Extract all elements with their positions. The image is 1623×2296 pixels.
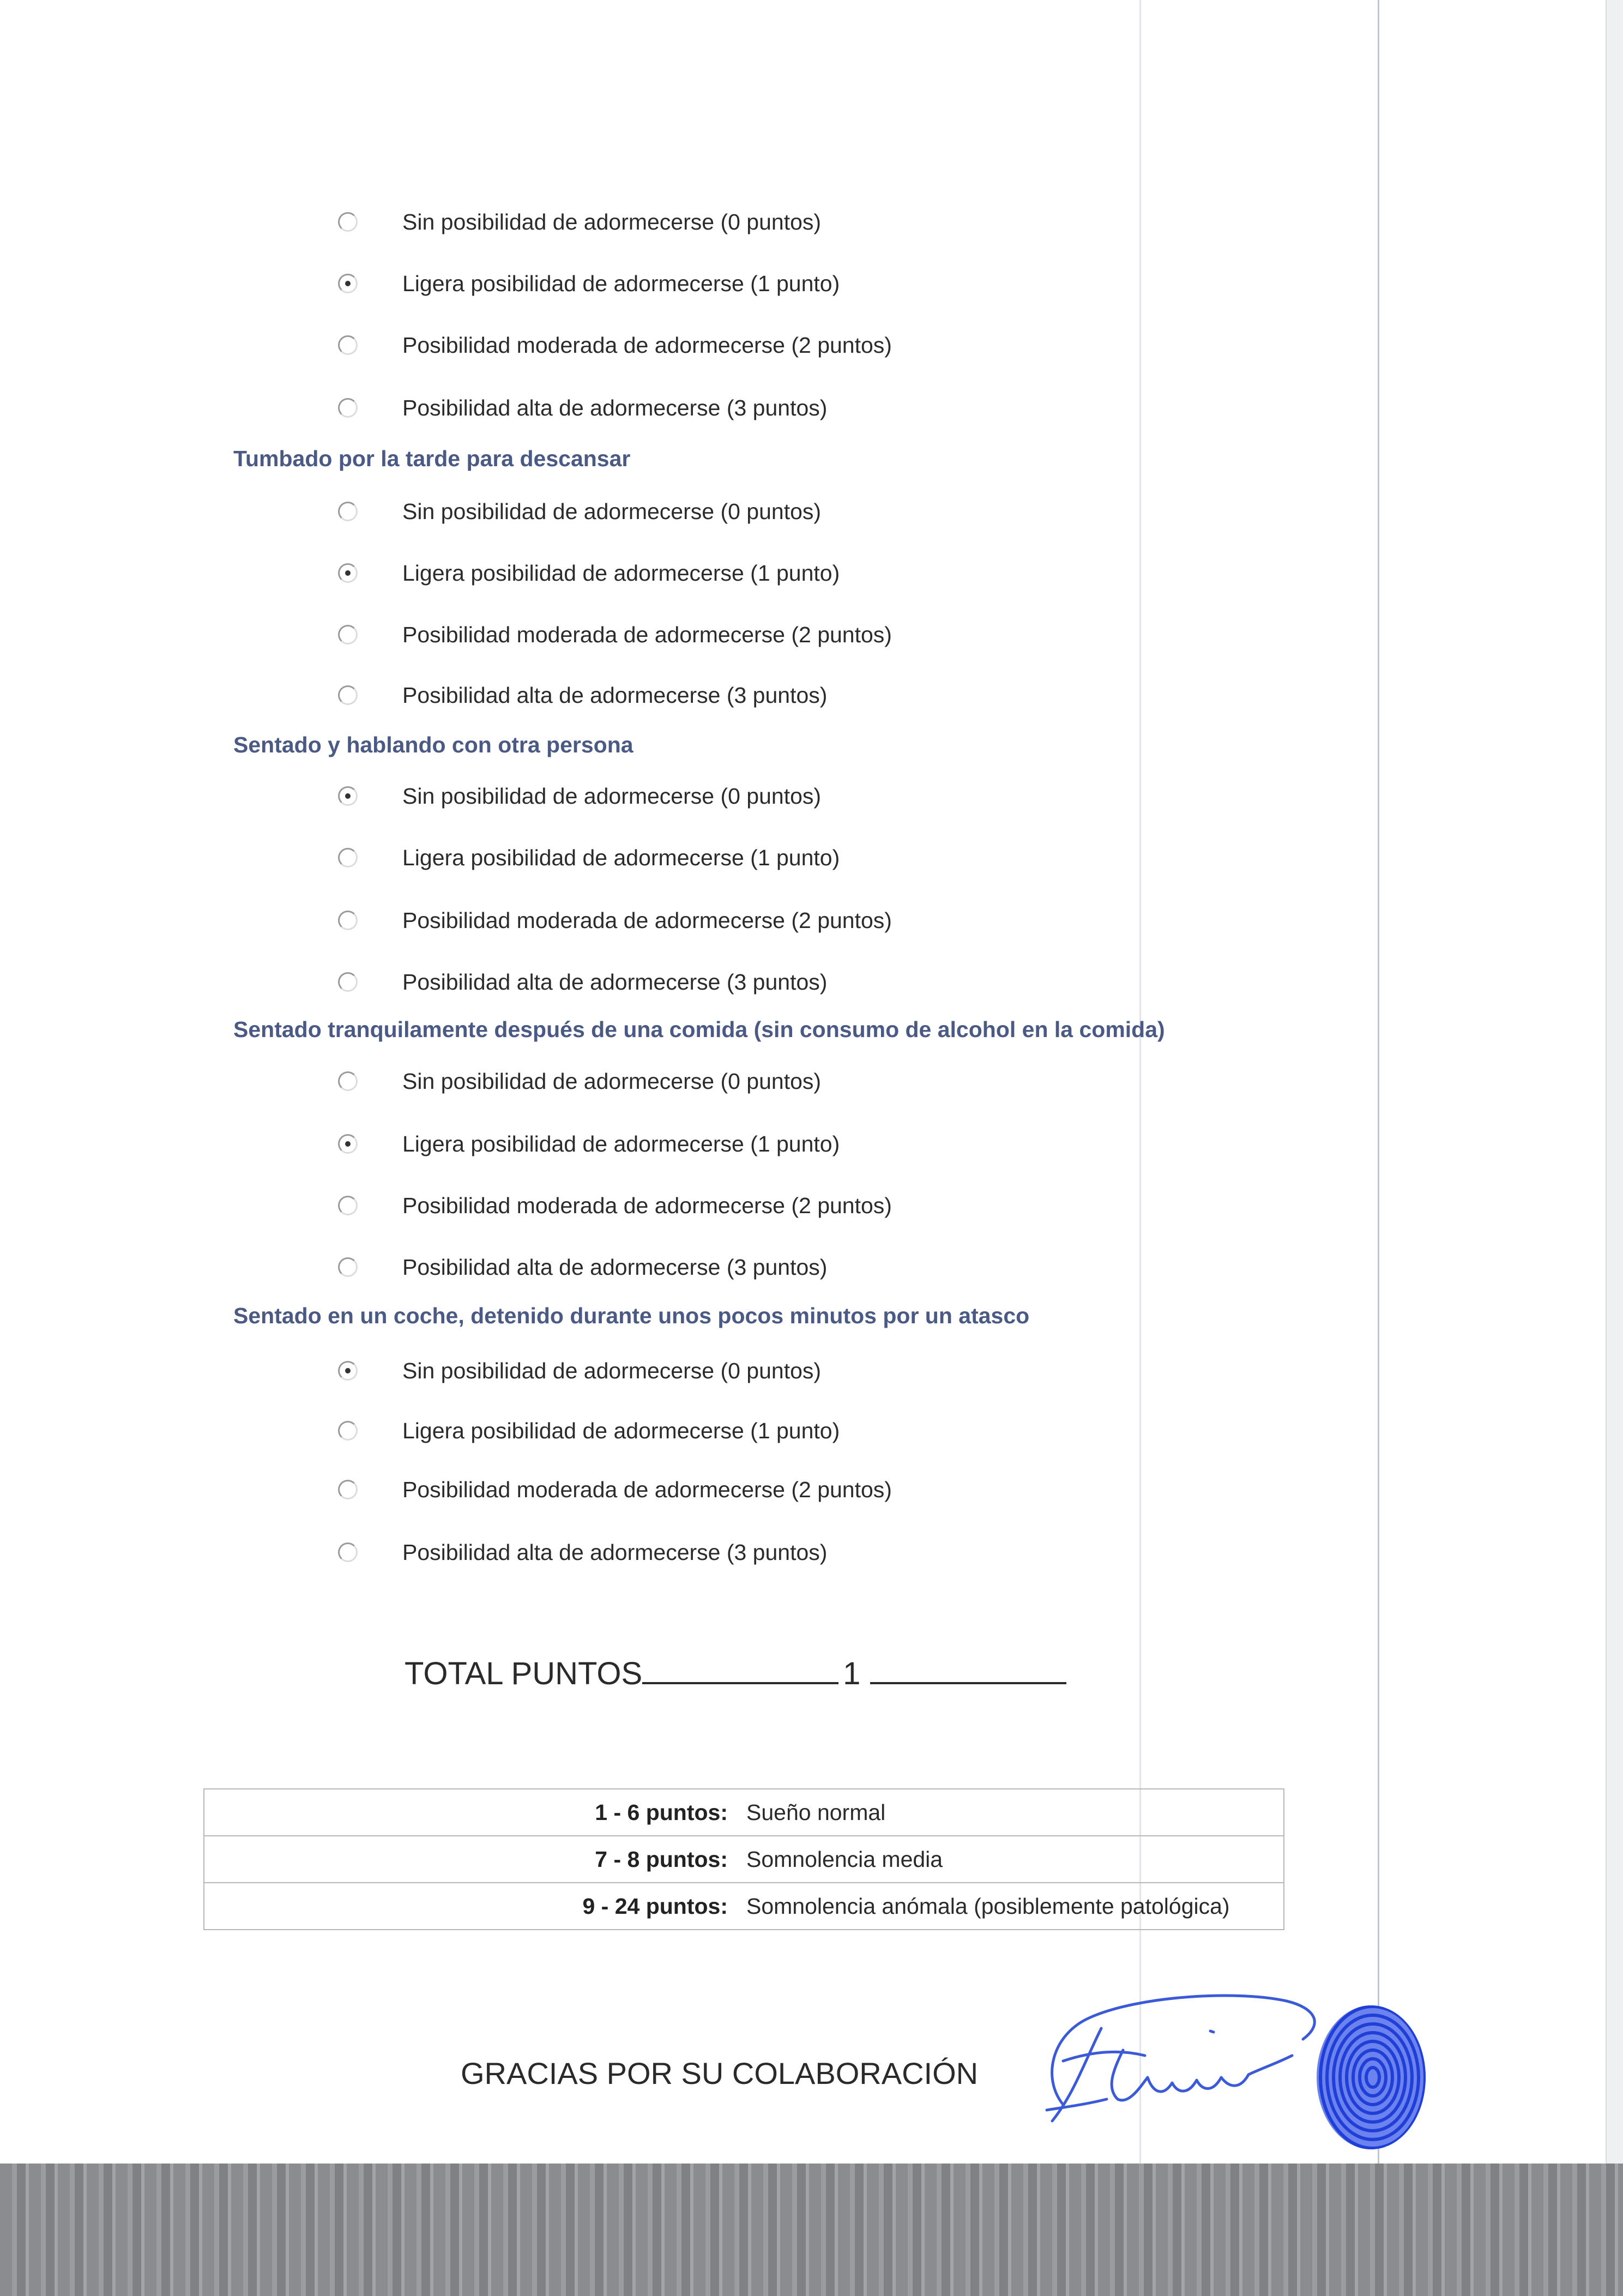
option-label: Ligera posibilidad de adormecerse (1 punto) [402, 1131, 840, 1156]
total-value[interactable]: 1 [843, 1656, 861, 1691]
question-title: Tumbado por la tarde para descansar [233, 446, 631, 471]
radio-button[interactable] [338, 212, 358, 232]
option-s3-3[interactable] [338, 1254, 827, 1281]
radio-button[interactable] [338, 685, 358, 705]
radio-button-checked[interactable] [338, 274, 358, 293]
option-label: Sin posibilidad de adormecerse (0 puntos) [402, 1068, 822, 1094]
fingerprint-mark [1308, 1996, 1434, 2154]
option-label: Sin posibilidad de adormecerse (0 puntos) [402, 209, 822, 234]
option-label: Posibilidad alta de adormecerse (3 puntos) [402, 395, 828, 420]
scan-artifact-line-blue [1378, 0, 1379, 2164]
option-s3-0[interactable] [338, 1068, 821, 1095]
total-blank-left [642, 1655, 838, 1684]
option-s4-1[interactable] [338, 1417, 840, 1444]
radio-button[interactable] [338, 1071, 358, 1091]
total-blank-right [870, 1655, 1066, 1684]
option-label: Posibilidad moderada de adormecerse (2 puntos) [402, 907, 892, 933]
option-s3-1[interactable] [338, 1130, 840, 1158]
scan-margin-right [1606, 0, 1623, 2164]
thanks-footer: GRACIAS POR SU COLABORACIÓN [461, 2056, 979, 2090]
radio-button-checked[interactable] [338, 1134, 358, 1154]
radio-button[interactable] [338, 848, 358, 867]
table-row [204, 1836, 1284, 1883]
option-s3-2[interactable] [338, 1192, 892, 1219]
option-label: Posibilidad moderada de adormecerse (2 puntos) [402, 332, 892, 358]
option-s0-2[interactable] [338, 332, 892, 359]
radio-button[interactable] [338, 625, 358, 644]
option-s2-2[interactable] [338, 907, 892, 934]
option-s4-2[interactable] [338, 1476, 892, 1503]
radio-button-checked[interactable] [338, 563, 358, 583]
description-cell: Somnolencia media [744, 1836, 1284, 1883]
range-cell: 9 - 24 puntos: [204, 1883, 744, 1930]
radio-button[interactable] [338, 1257, 358, 1277]
radio-button[interactable] [338, 335, 358, 355]
option-label: Ligera posibilidad de adormecerse (1 punto) [402, 270, 840, 296]
radio-button[interactable] [338, 502, 358, 521]
scoring-table [203, 1788, 1284, 1930]
option-s0-0[interactable] [338, 208, 821, 236]
scan-margin-bottom [0, 2164, 1623, 2296]
question-title: Sentado y hablando con otra persona [233, 732, 633, 757]
option-label: Posibilidad alta de adormecerse (3 puntos) [402, 682, 828, 708]
option-label: Sin posibilidad de adormecerse (0 puntos) [402, 1358, 822, 1383]
radio-button[interactable] [338, 1542, 358, 1562]
option-s4-3[interactable] [338, 1539, 827, 1566]
option-label: Posibilidad moderada de adormecerse (2 puntos) [402, 622, 892, 647]
radio-button-checked[interactable] [338, 1361, 358, 1381]
option-label: Ligera posibilidad de adormecerse (1 punto) [402, 845, 840, 870]
option-label: Posibilidad moderada de adormecerse (2 puntos) [402, 1477, 892, 1502]
option-label: Ligera posibilidad de adormecerse (1 punto) [402, 1418, 840, 1443]
table-row [204, 1883, 1284, 1930]
option-s4-0[interactable] [338, 1357, 821, 1384]
range-cell: 7 - 8 puntos: [204, 1836, 744, 1883]
option-label: Posibilidad alta de adormecerse (3 puntos) [402, 1539, 828, 1565]
option-s0-1[interactable] [338, 270, 840, 297]
option-label: Posibilidad alta de adormecerse (3 puntos) [402, 1254, 828, 1280]
option-s2-3[interactable] [338, 968, 827, 996]
table-row [204, 1789, 1284, 1836]
total-label: TOTAL PUNTOS [405, 1656, 643, 1691]
radio-button[interactable] [338, 972, 358, 992]
option-s2-1[interactable] [338, 844, 840, 871]
description-cell: Somnolencia anómala (posiblemente patológica) [744, 1883, 1284, 1930]
option-label: Posibilidad alta de adormecerse (3 puntos) [402, 969, 828, 995]
radio-button[interactable] [338, 398, 358, 418]
radio-button[interactable] [338, 1421, 358, 1441]
option-label: Posibilidad moderada de adormecerse (2 puntos) [402, 1192, 892, 1218]
question-title: Sentado en un coche, detenido durante unos pocos minutos por un atasco [233, 1303, 1030, 1328]
option-s1-2[interactable] [338, 621, 892, 648]
option-label: Sin posibilidad de adormecerse (0 puntos) [402, 783, 822, 809]
option-s2-0[interactable] [338, 782, 821, 810]
description-cell: Sueño normal [744, 1789, 1284, 1836]
option-s1-0[interactable] [338, 498, 821, 525]
option-s1-3[interactable] [338, 682, 827, 709]
total-points [405, 1655, 1066, 1692]
option-label: Sin posibilidad de adormecerse (0 puntos) [402, 498, 822, 524]
radio-button[interactable] [338, 1480, 358, 1499]
question-title: Sentado tranquilamente después de una comida (sin consumo de alcohol en la comida) [233, 1017, 1165, 1042]
radio-button[interactable] [338, 911, 358, 930]
radio-button-checked[interactable] [338, 786, 358, 806]
option-s1-1[interactable] [338, 559, 840, 587]
option-s0-3[interactable] [338, 394, 827, 421]
radio-button[interactable] [338, 1196, 358, 1215]
option-label: Ligera posibilidad de adormecerse (1 punto) [402, 560, 840, 586]
range-cell: 1 - 6 puntos: [204, 1789, 744, 1836]
handwritten-signature [1030, 1968, 1336, 2132]
